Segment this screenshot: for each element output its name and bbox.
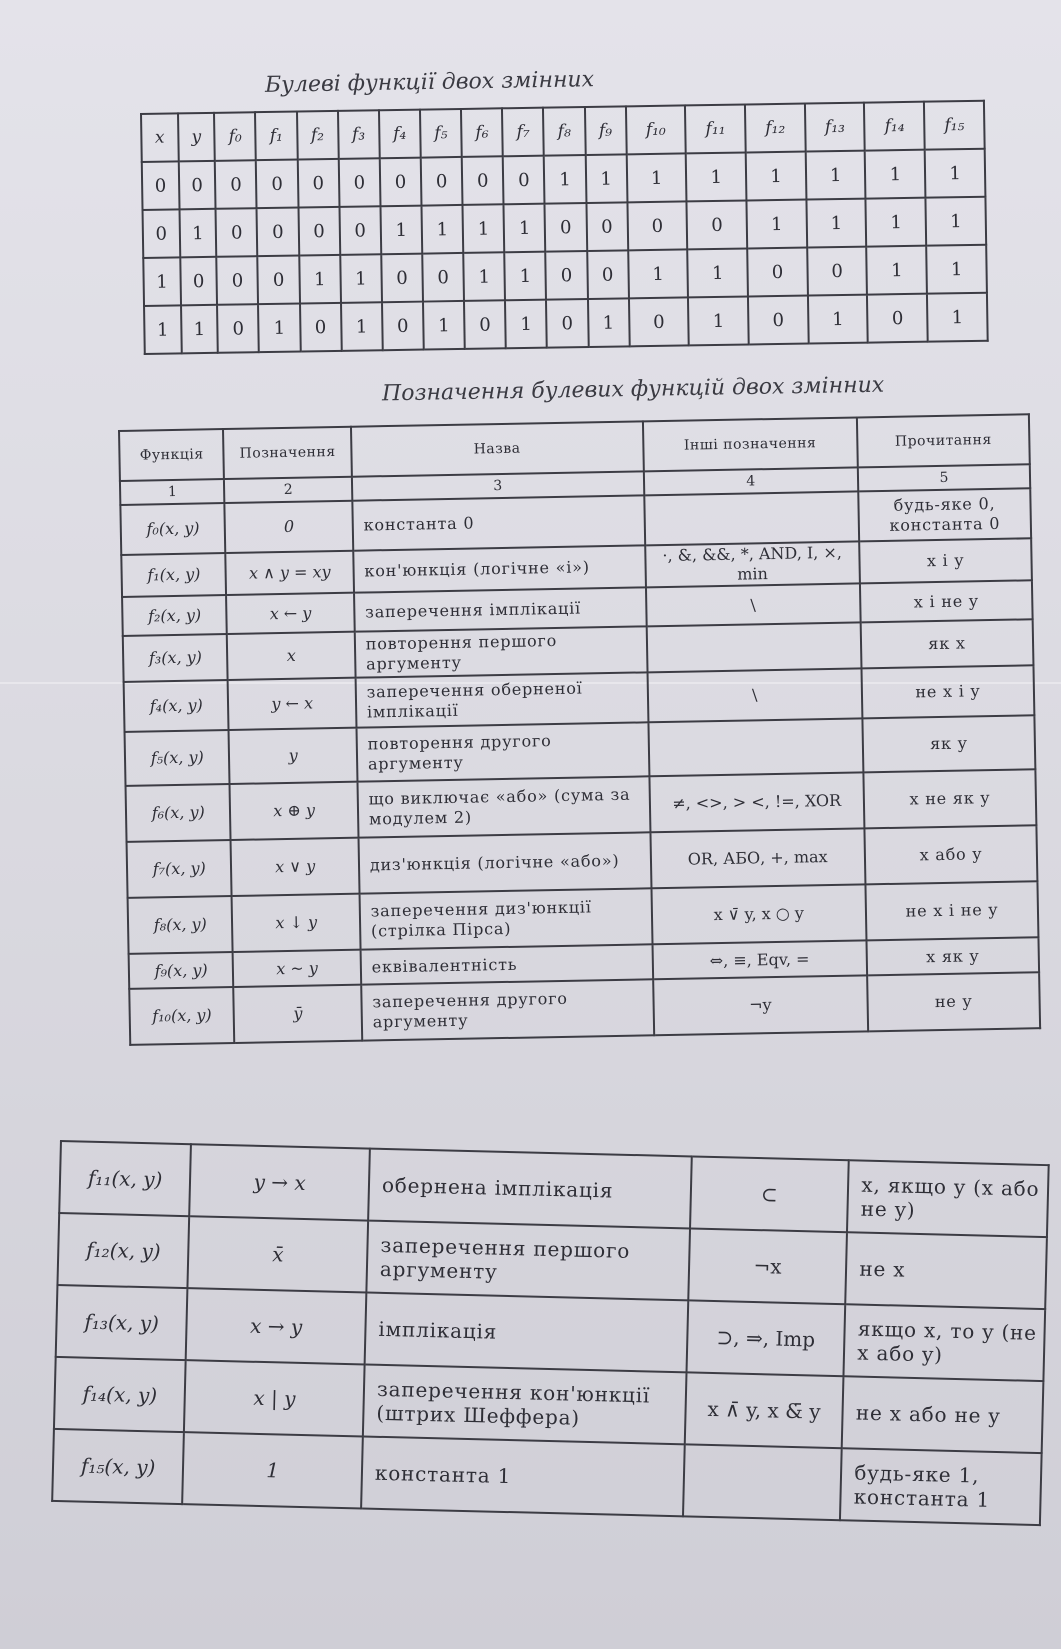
truth-cell: 0 <box>381 254 423 303</box>
notation-cell: y ← x <box>228 678 356 730</box>
notation-cell: x ↓ y <box>232 894 360 952</box>
function-cell: f₈(x, y) <box>128 896 233 954</box>
other-notation-cell: ¬x <box>688 1228 847 1304</box>
truth-cell: 1 <box>866 198 926 247</box>
truth-cell: 0 <box>256 160 298 209</box>
function-cell: f₀(x, y) <box>120 503 225 555</box>
truth-cell: 0 <box>627 201 687 250</box>
truth-header-cell: f₂ <box>297 111 339 160</box>
truth-cell: 1 <box>867 246 927 295</box>
truth-header-cell: f₅ <box>420 109 462 158</box>
truth-cell: 1 <box>299 255 341 304</box>
truth-cell: 0 <box>257 208 299 257</box>
truth-cell: 1 <box>144 305 181 354</box>
function-cell: f₁₅(x, y) <box>52 1429 184 1504</box>
function-cell: f₅(x, y) <box>125 730 230 786</box>
truth-cell: 0 <box>586 202 628 251</box>
truth-cell: 0 <box>503 156 545 205</box>
truth-cell: 0 <box>215 160 257 209</box>
name-cell: повторення першого аргументу <box>355 626 648 677</box>
truth-cell: 0 <box>339 206 381 255</box>
truth-header-cell: f₄ <box>379 110 421 159</box>
truth-cell: 0 <box>807 247 867 296</box>
notation-cell: y <box>229 728 357 784</box>
truth-header-cell: f₁₁ <box>685 104 745 153</box>
reading-cell: не x або не y <box>842 1376 1043 1453</box>
other-notation-cell: x ∨̄ y, x ○ y <box>651 884 866 944</box>
reading-cell: x і не y <box>860 580 1033 622</box>
truth-header-cell: f₁₀ <box>626 105 686 154</box>
reading-cell: x або y <box>864 825 1037 884</box>
truth-cell: 0 <box>545 203 587 252</box>
reading-cell: x, якщо y (x або не y) <box>847 1160 1048 1237</box>
truth-header-cell: f₁₃ <box>805 103 865 152</box>
truth-cell: 1 <box>587 298 629 347</box>
notation-cell: ȳ <box>234 985 362 1043</box>
name-cell: що виключає «або» (сума за модулем 2) <box>357 776 650 837</box>
truth-cell: 1 <box>746 152 806 201</box>
truth-cell: 0 <box>180 257 217 306</box>
reading-cell: якщо x, то y (не x або y) <box>844 1304 1045 1381</box>
truth-cell: 1 <box>505 300 547 349</box>
other-notation-cell: ·, &, &&, *, AND, I, ×, min <box>645 541 860 587</box>
truth-cell: 1 <box>421 205 463 254</box>
other-notation-cell: ¬y <box>653 975 868 1035</box>
truth-header-cell: f₁₅ <box>924 101 985 150</box>
truth-cell: 0 <box>421 157 463 206</box>
function-cell: f₇(x, y) <box>127 840 232 898</box>
truth-cell: 1 <box>585 154 627 203</box>
notation-cell: x <box>227 632 355 680</box>
reading-cell: як y <box>862 715 1035 772</box>
truth-table <box>140 100 989 355</box>
truth-cell: 0 <box>687 200 747 249</box>
function-cell: f₃(x, y) <box>123 634 228 682</box>
other-notation-cell <box>644 491 859 545</box>
other-notation-cell <box>648 718 863 776</box>
truth-cell: 1 <box>747 200 807 249</box>
col-header-name: Назва <box>351 421 644 476</box>
truth-cell: 1 <box>181 305 218 354</box>
name-cell: заперечення кон'юнкції (штрих Шеффера) <box>363 1365 686 1445</box>
reading-cell: x як y <box>866 937 1039 975</box>
function-cell: f₁₃(x, y) <box>56 1285 188 1360</box>
truth-header-cell: f₉ <box>584 106 626 155</box>
truth-cell: 0 <box>338 158 380 207</box>
truth-cell: 0 <box>217 256 259 305</box>
truth-cell: 1 <box>463 252 505 301</box>
names-table-title: Позначення булевих функцій двох змінних <box>381 372 885 407</box>
notation-cell: x ⊕ y <box>230 782 358 840</box>
truth-cell: 1 <box>463 204 505 253</box>
name-cell: заперечення першого аргументу <box>366 1221 689 1301</box>
truth-cell: 1 <box>179 209 216 258</box>
names-table-part-1 <box>118 413 1041 1046</box>
truth-cell: 1 <box>688 248 748 297</box>
truth-header-cell: f₇ <box>502 108 544 157</box>
truth-cell: 0 <box>298 207 340 256</box>
reading-cell: будь-яке 1, константа 1 <box>840 1448 1041 1525</box>
reading-cell: будь-яке 0, константа 0 <box>858 488 1031 541</box>
truth-cell: 1 <box>927 293 988 342</box>
notation-cell: 1 <box>182 1432 362 1508</box>
col-number: 1 <box>120 479 225 505</box>
other-notation-cell: ⊃, ⇒, Imp <box>686 1300 845 1376</box>
truth-cell: 1 <box>380 206 422 255</box>
notation-cell: y → x <box>190 1144 370 1220</box>
other-notation-cell: ⇔, ≡, Eqv, = <box>652 940 867 979</box>
truth-cell: 0 <box>546 251 588 300</box>
col-number: 5 <box>858 464 1030 491</box>
truth-cell: 1 <box>504 252 546 301</box>
col-header-notation: Позначення <box>223 427 351 479</box>
name-cell: імплікація <box>365 1293 688 1373</box>
name-cell: повторення другого аргументу <box>356 722 649 781</box>
function-cell: f₁₀(x, y) <box>129 987 234 1045</box>
col-header-function: Функція <box>119 429 224 481</box>
name-cell: заперечення другого аргументу <box>361 979 654 1040</box>
other-notation-cell: OR, АБО, +, max <box>650 828 865 888</box>
reading-cell: не x і y <box>861 665 1034 718</box>
function-cell: f₁₂(x, y) <box>57 1213 189 1288</box>
reading-cell: не x і не y <box>865 881 1038 940</box>
truth-cell: 1 <box>686 152 746 201</box>
truth-header-cell: f₃ <box>338 110 380 159</box>
truth-cell: 0 <box>422 253 464 302</box>
name-cell: заперечення диз'юнкції (стрілка Пірса) <box>359 888 652 949</box>
other-notation-cell: \ <box>647 668 862 722</box>
notation-cell: 0 <box>225 501 353 553</box>
name-cell: диз'юнкція (логічне «або») <box>358 832 651 893</box>
other-notation-cell: ≠, <>, > <, !=, XOR <box>649 772 864 832</box>
truth-cell: 1 <box>808 295 868 344</box>
truth-cell: 0 <box>748 296 808 345</box>
notation-cell: x ∼ y <box>233 950 361 987</box>
truth-cell: 0 <box>143 209 180 258</box>
truth-cell: 0 <box>747 248 807 297</box>
function-cell: f₁₄(x, y) <box>54 1357 186 1432</box>
truth-header-cell: f₁ <box>255 112 297 161</box>
truth-cell: 0 <box>216 208 258 257</box>
truth-cell: 1 <box>341 302 383 351</box>
notation-cell: x ∨ y <box>231 838 359 896</box>
truth-cell: 0 <box>297 159 339 208</box>
truth-header-cell: y <box>178 113 215 162</box>
truth-cell: 1 <box>805 151 865 200</box>
name-cell: еквівалентність <box>360 944 652 984</box>
notation-cell: x̄ <box>188 1216 368 1292</box>
other-notation-cell: \ <box>646 583 861 626</box>
truth-header-cell: f₆ <box>461 108 503 157</box>
truth-cell: 1 <box>925 149 986 198</box>
truth-cell: 1 <box>926 197 987 246</box>
function-cell: f₆(x, y) <box>126 784 231 842</box>
notation-cell: x → y <box>186 1288 366 1364</box>
function-cell: f₉(x, y) <box>129 952 234 989</box>
col-header-reading: Прочитання <box>857 414 1030 467</box>
truth-cell: 0 <box>217 304 259 353</box>
truth-cell: 0 <box>867 294 927 343</box>
truth-cell: 1 <box>423 301 465 350</box>
col-number: 3 <box>352 471 644 500</box>
truth-table-title: Булеві функції двох змінних <box>264 67 595 98</box>
truth-cell: 1 <box>340 254 382 303</box>
reading-cell: x і y <box>859 538 1032 583</box>
name-cell: обернена імплікація <box>368 1149 691 1229</box>
truth-cell: 0 <box>142 161 179 210</box>
names-table-part-2 <box>51 1140 1050 1526</box>
truth-cell: 1 <box>628 249 688 298</box>
truth-cell: 0 <box>464 300 506 349</box>
truth-cell: 1 <box>806 199 866 248</box>
truth-header-cell: f₁₄ <box>864 102 924 151</box>
truth-cell: 1 <box>504 204 546 253</box>
reading-cell: не x <box>846 1232 1047 1309</box>
name-cell: заперечення оберненої імплікації <box>355 672 648 727</box>
other-notation-cell: ⊂ <box>690 1156 849 1232</box>
truth-cell: 1 <box>865 150 925 199</box>
other-notation-cell: x ∧̄ y, x &̄ y <box>684 1372 843 1448</box>
notation-cell: x ← y <box>227 593 355 634</box>
truth-cell: 0 <box>382 302 424 351</box>
truth-header-cell: f₈ <box>543 107 585 156</box>
notation-cell: x ∧ y = xy <box>226 551 354 595</box>
truth-cell: 0 <box>587 250 629 299</box>
function-cell: f₄(x, y) <box>124 680 229 732</box>
other-notation-cell <box>683 1444 842 1520</box>
reading-cell: не y <box>867 972 1040 1031</box>
truth-header-cell: x <box>141 113 178 162</box>
truth-cell: 1 <box>143 257 180 306</box>
col-header-other: Інші позначення <box>642 417 857 471</box>
truth-cell: 0 <box>380 158 422 207</box>
name-cell: константа 0 <box>352 495 645 550</box>
truth-cell: 1 <box>626 153 686 202</box>
truth-cell: 0 <box>300 303 342 352</box>
truth-cell: 1 <box>544 155 586 204</box>
truth-cell: 1 <box>926 245 987 294</box>
truth-cell: 1 <box>688 296 748 345</box>
name-cell: кон'юнкція (логічне «і») <box>353 545 645 592</box>
function-cell: f₂(x, y) <box>122 595 227 636</box>
truth-cell: 1 <box>258 304 300 353</box>
other-notation-cell <box>646 622 861 672</box>
function-cell: f₁(x, y) <box>121 553 226 597</box>
name-cell: константа 1 <box>361 1436 684 1516</box>
truth-cell: 0 <box>178 161 215 210</box>
truth-cell: 0 <box>629 297 689 346</box>
truth-header-cell: f₁₂ <box>745 104 805 153</box>
truth-cell: 0 <box>258 256 300 305</box>
col-number: 2 <box>224 477 352 503</box>
truth-cell: 0 <box>462 156 504 205</box>
reading-cell: x не як y <box>863 769 1036 828</box>
truth-cell: 0 <box>546 299 588 348</box>
truth-header-cell: f₀ <box>214 112 256 161</box>
notation-cell: x | y <box>184 1360 364 1436</box>
name-cell: заперечення імплікації <box>354 587 646 631</box>
col-number: 4 <box>643 467 858 495</box>
function-cell: f₁₁(x, y) <box>59 1141 191 1216</box>
reading-cell: як x <box>861 619 1034 668</box>
